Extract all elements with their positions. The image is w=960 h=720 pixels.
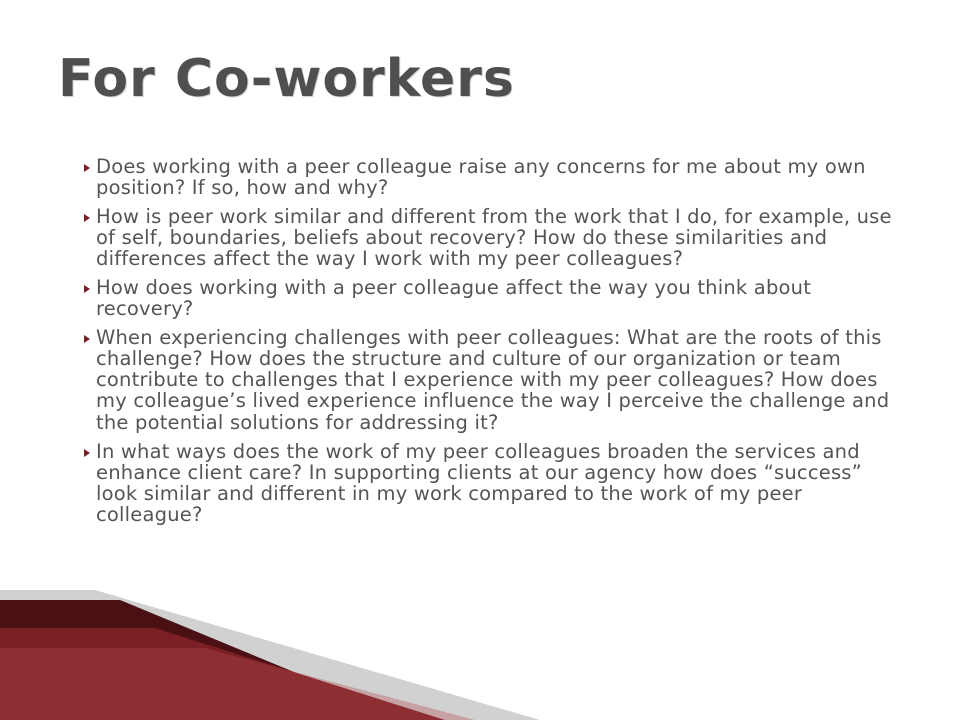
- triangle-bullet-icon: [84, 335, 90, 343]
- bullet-item-4: [96, 327, 906, 432]
- bullet-text: How does working with a peer colleague affect the way you think about recovery?: [96, 276, 812, 321]
- bullet-item-1: [96, 156, 906, 198]
- bullet-text: In what ways does the work of my peer colleagues broaden the services and enhance client care? In supporting clients at our agency how does “success” look similar and different in my work compared to the work of my peer colleague?: [96, 439, 862, 526]
- decoration-dark-band: [0, 600, 410, 720]
- bullet-text: How is peer work similar and different from the work that I do, for example, use of self, boundaries, beliefs about recovery? How do these similarities and differences affect the way I work with my peer colleagues?: [96, 205, 892, 271]
- triangle-bullet-icon: [84, 164, 90, 172]
- bullet-text: Does working with a peer colleague raise any concerns for me about my own position? If so, how and why?: [96, 155, 866, 200]
- triangle-bullet-icon: [84, 214, 90, 222]
- bullet-text: When experiencing challenges with peer colleagues: What are the roots of this challenge? How does the structure and culture of our organization or team contribute to challenges that I experience with my peer colleagues? How does my colleague’s lived experience influence the way I perceive the challenge and the potential solutions for addressing it?: [96, 326, 890, 434]
- bullet-list: [96, 156, 906, 525]
- bullet-item-3: [96, 277, 906, 319]
- slide-title: For Co-workers: [58, 49, 515, 109]
- decoration-maroon-band: [0, 628, 445, 720]
- triangle-bullet-icon: [84, 449, 90, 457]
- triangle-bullet-icon: [84, 285, 90, 293]
- bullet-item-5: [96, 441, 906, 525]
- decoration-gray-band: [0, 590, 540, 720]
- decoration-highlight-band: [0, 648, 475, 720]
- bottom-left-decoration: [0, 590, 960, 720]
- bullet-item-2: [96, 206, 906, 269]
